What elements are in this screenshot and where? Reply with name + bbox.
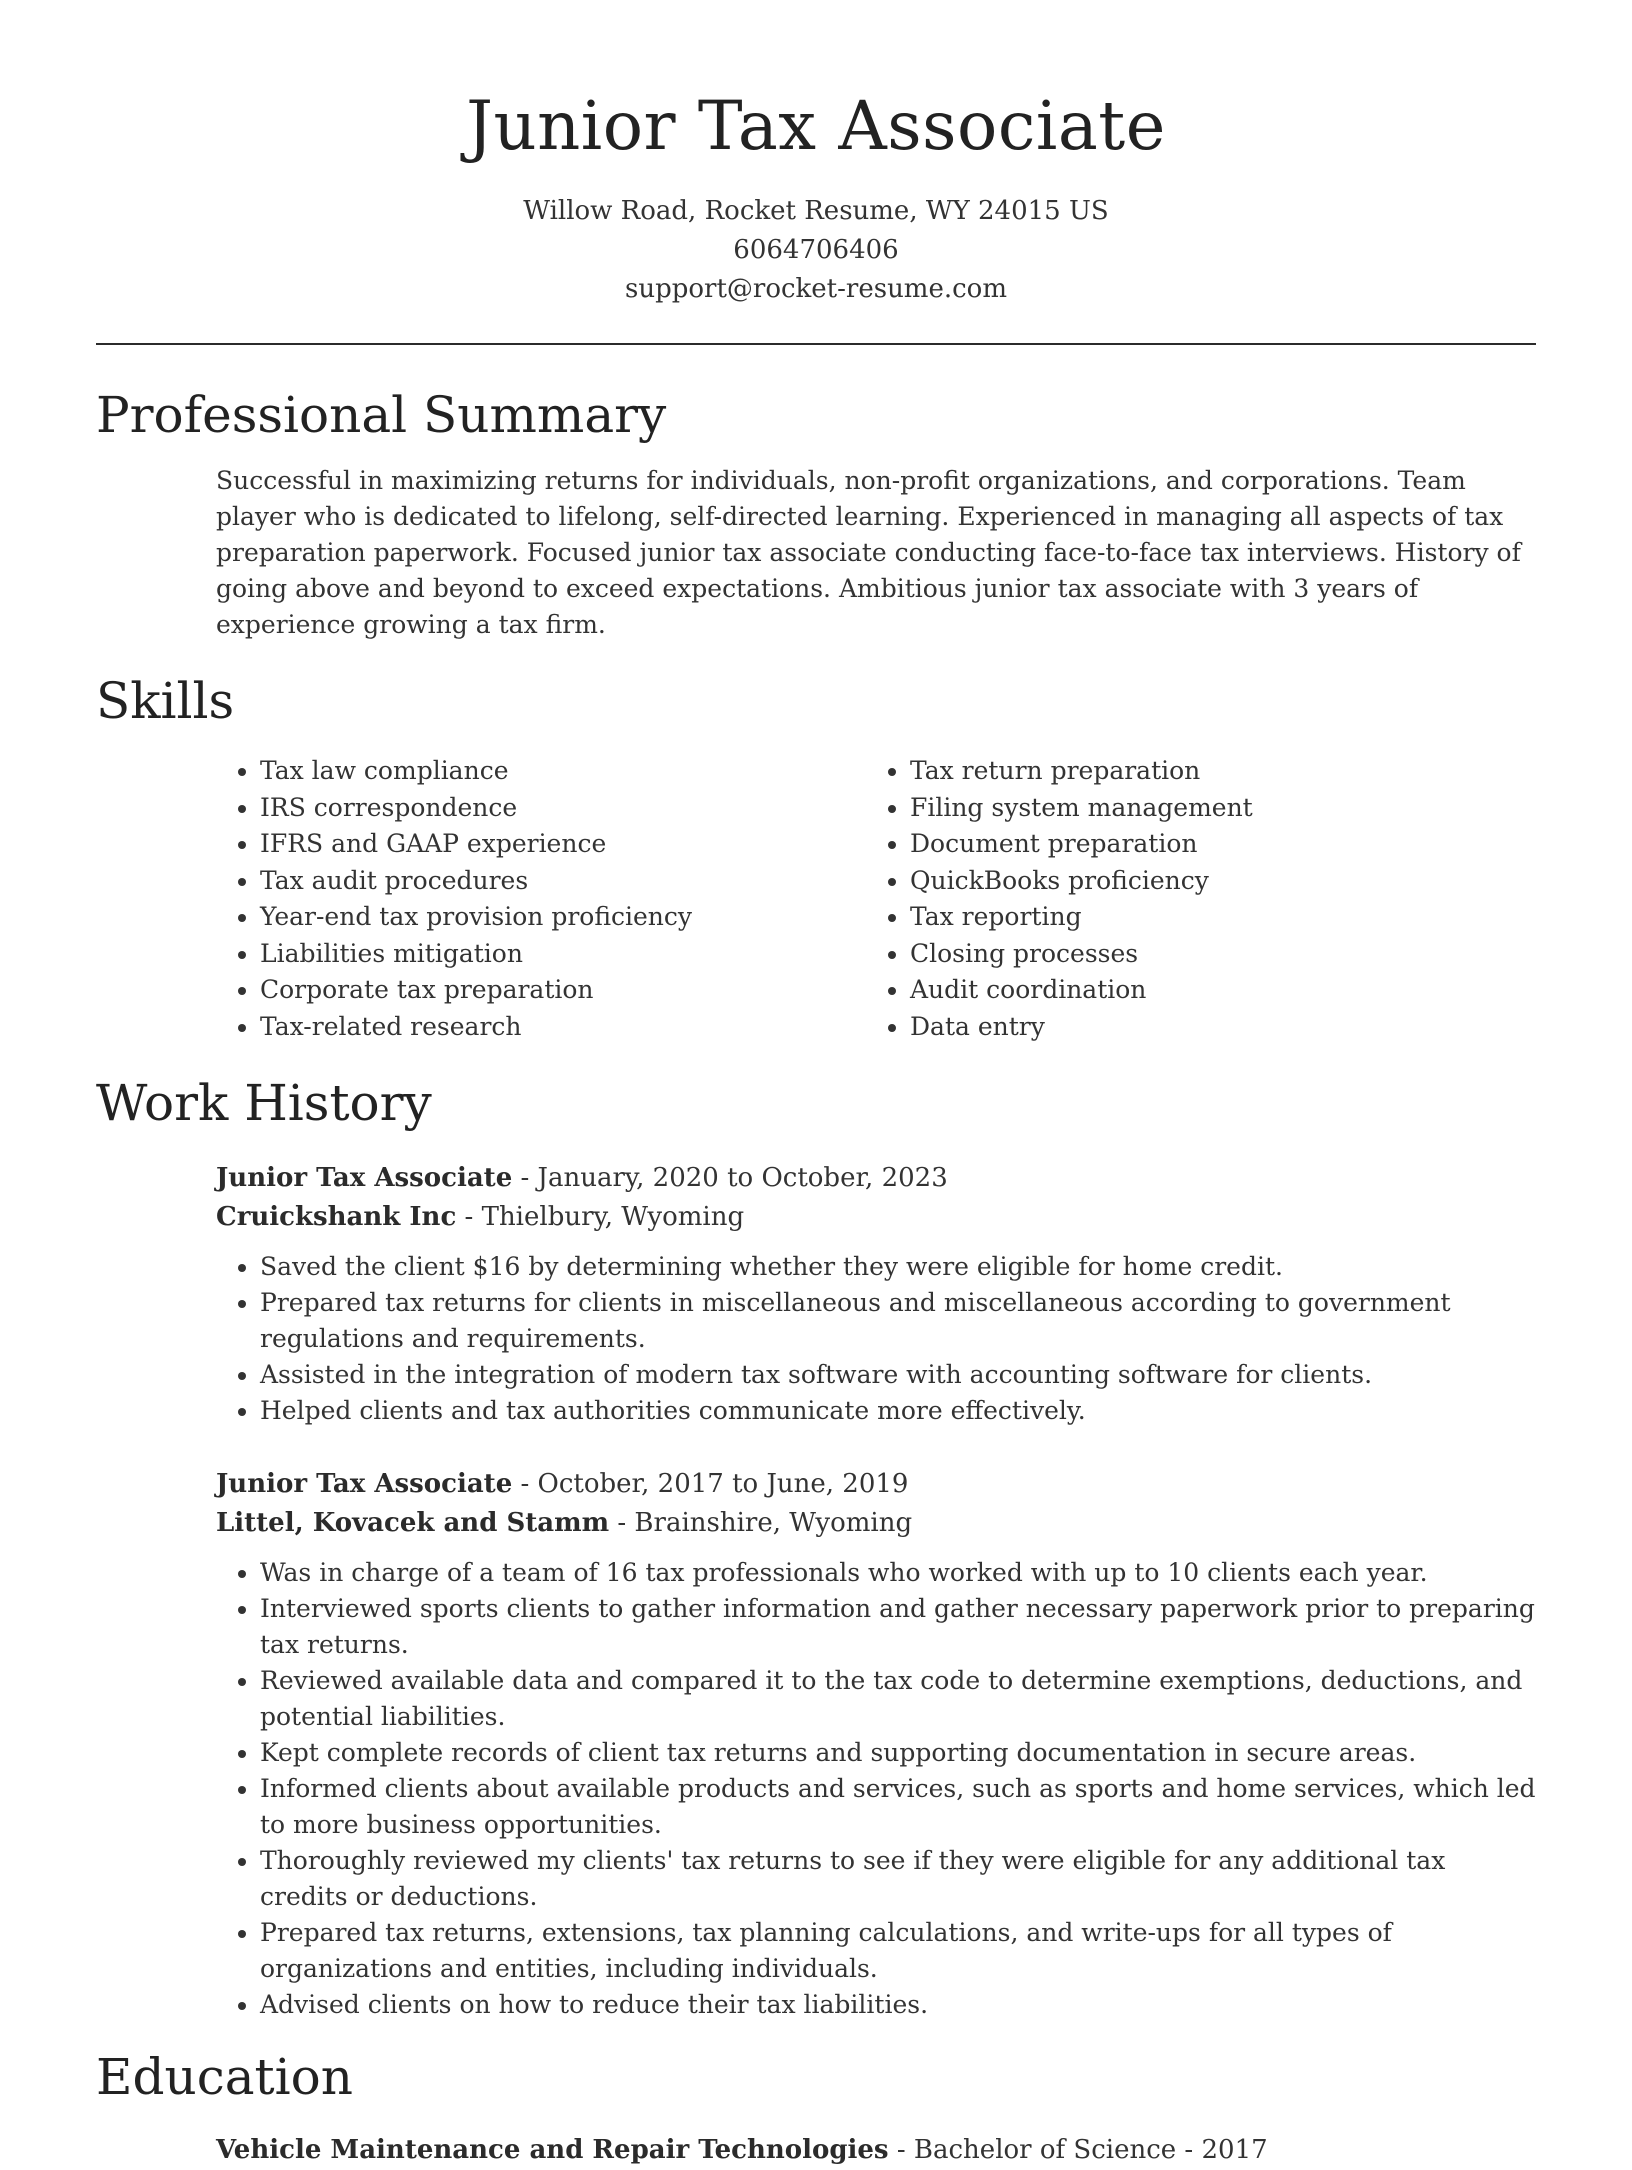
- skills-title: Skills: [96, 672, 235, 730]
- job-bullets: [216, 1555, 1536, 2023]
- summary-text: Successful in maximizing returns for individuals, non-profit organizations, and corporations. Team player who is dedicated to lifelong, self-directed learning. Experienced in managing all aspects of tax preparation paperwork. Focused junior tax associate conducting face-to-face tax interviews. History of going above and beyond to exceed expectations. Ambitious junior tax associate with 3 years of experience growing a tax firm.: [216, 466, 1521, 639]
- skills-list-left: [216, 753, 866, 1045]
- job-bullet: • Assisted in the integration of modern tax software with accounting software for clients.: [260, 1357, 1536, 1393]
- job-bullet: • Informed clients about available products and services, such as sports and home services, which led to more business opportunities.: [260, 1771, 1536, 1843]
- summary-section: [96, 383, 1536, 643]
- job-bullet: • Interviewed sports clients to gather information and gather necessary paperwork prior to preparing tax returns.: [260, 1591, 1536, 1663]
- degree-details: - Bachelor of Science - 2017: [888, 2135, 1268, 2165]
- skills-columns: [216, 753, 1536, 1045]
- skill-item: • Liabilities mitigation: [260, 936, 866, 973]
- skill-item: • Year-end tax provision proficiency: [260, 899, 866, 936]
- degree-field: Vehicle Maintenance and Repair Technologies: [216, 2135, 889, 2165]
- resume-header: [96, 0, 1536, 309]
- contact-email: support@rocket-resume.com: [624, 274, 1007, 304]
- education-section: [96, 2045, 1536, 2170]
- skill-item: • Closing processes: [910, 936, 1516, 973]
- skill-item: • Corporate tax preparation: [260, 972, 866, 1009]
- job-bullet: • Reviewed available data and compared it to the tax code to determine exemptions, deductions, and potential liabilities.: [260, 1663, 1536, 1735]
- skill-item: • Document preparation: [910, 826, 1516, 863]
- skill-item: • Tax law compliance: [260, 753, 866, 790]
- skill-item: • IRS correspondence: [260, 790, 866, 827]
- job-company-line: [216, 1504, 1536, 1543]
- job-location: - Thielbury, Wyoming: [456, 1202, 745, 1232]
- header-divider: [96, 343, 1536, 345]
- job-bullet: • Advised clients on how to reduce their tax liabilities.: [260, 1987, 1536, 2023]
- job-bullet: • Prepared tax returns for clients in miscellaneous and miscellaneous according to government regulations and requirements.: [260, 1285, 1536, 1357]
- job-bullets: [216, 1249, 1536, 1429]
- work-history-title: Work History: [96, 1074, 432, 1132]
- summary-title: Professional Summary: [96, 386, 667, 444]
- work-history-section: [96, 1071, 1536, 2023]
- job-entry: [216, 1465, 1536, 2023]
- resume-page: [96, 0, 1536, 2170]
- job-bullet: • Kept complete records of client tax returns and supporting documentation in secure areas.: [260, 1735, 1536, 1771]
- skill-item: • Tax-related research: [260, 1009, 866, 1046]
- skill-item: • Data entry: [910, 1009, 1516, 1046]
- skill-item: • Tax reporting: [910, 899, 1516, 936]
- skill-item: • IFRS and GAAP experience: [260, 826, 866, 863]
- job-dates: - October, 2017 to June, 2019: [512, 1469, 909, 1499]
- job-entry: [216, 1159, 1536, 1429]
- job-company-line: [216, 1198, 1536, 1237]
- education-title: Education: [96, 2048, 353, 2106]
- contact-block: [96, 192, 1536, 309]
- job-bullet: • Was in charge of a team of 16 tax professionals who worked with up to 10 clients each year.: [260, 1555, 1536, 1591]
- job-title-line: [216, 1159, 1536, 1198]
- job-bullet: • Helped clients and tax authorities communicate more effectively.: [260, 1393, 1536, 1429]
- skill-item: • Tax audit procedures: [260, 863, 866, 900]
- contact-address: Willow Road, Rocket Resume, WY 24015 US: [523, 196, 1109, 226]
- job-location: - Brainshire, Wyoming: [609, 1508, 913, 1538]
- skill-item: • Audit coordination: [910, 972, 1516, 1009]
- skills-list-right: [866, 753, 1516, 1045]
- job-role: Junior Tax Associate: [216, 1469, 513, 1499]
- skill-item: • Tax return preparation: [910, 753, 1516, 790]
- skill-item: • QuickBooks proficiency: [910, 863, 1516, 900]
- job-company: Littel, Kovacek and Stamm: [216, 1508, 610, 1538]
- job-bullet: • Prepared tax returns, extensions, tax planning calculations, and write-ups for all types of organizations and entities, including individuals.: [260, 1915, 1536, 1987]
- education-entry: [216, 2131, 1536, 2170]
- skill-item: • Filing system management: [910, 790, 1516, 827]
- job-title-line: [216, 1465, 1536, 1504]
- job-company: Cruickshank Inc: [216, 1202, 457, 1232]
- job-bullet: • Thoroughly reviewed my clients' tax returns to see if they were eligible for any additional tax credits or deductions.: [260, 1843, 1536, 1915]
- candidate-name: Junior Tax Associate: [466, 87, 1166, 165]
- job-dates: - January, 2020 to October, 2023: [512, 1163, 948, 1193]
- job-bullet: • Saved the client $16 by determining whether they were eligible for home credit.: [260, 1249, 1536, 1285]
- contact-phone: 6064706406: [733, 235, 899, 265]
- skills-section: [96, 669, 1536, 1045]
- job-role: Junior Tax Associate: [216, 1163, 513, 1193]
